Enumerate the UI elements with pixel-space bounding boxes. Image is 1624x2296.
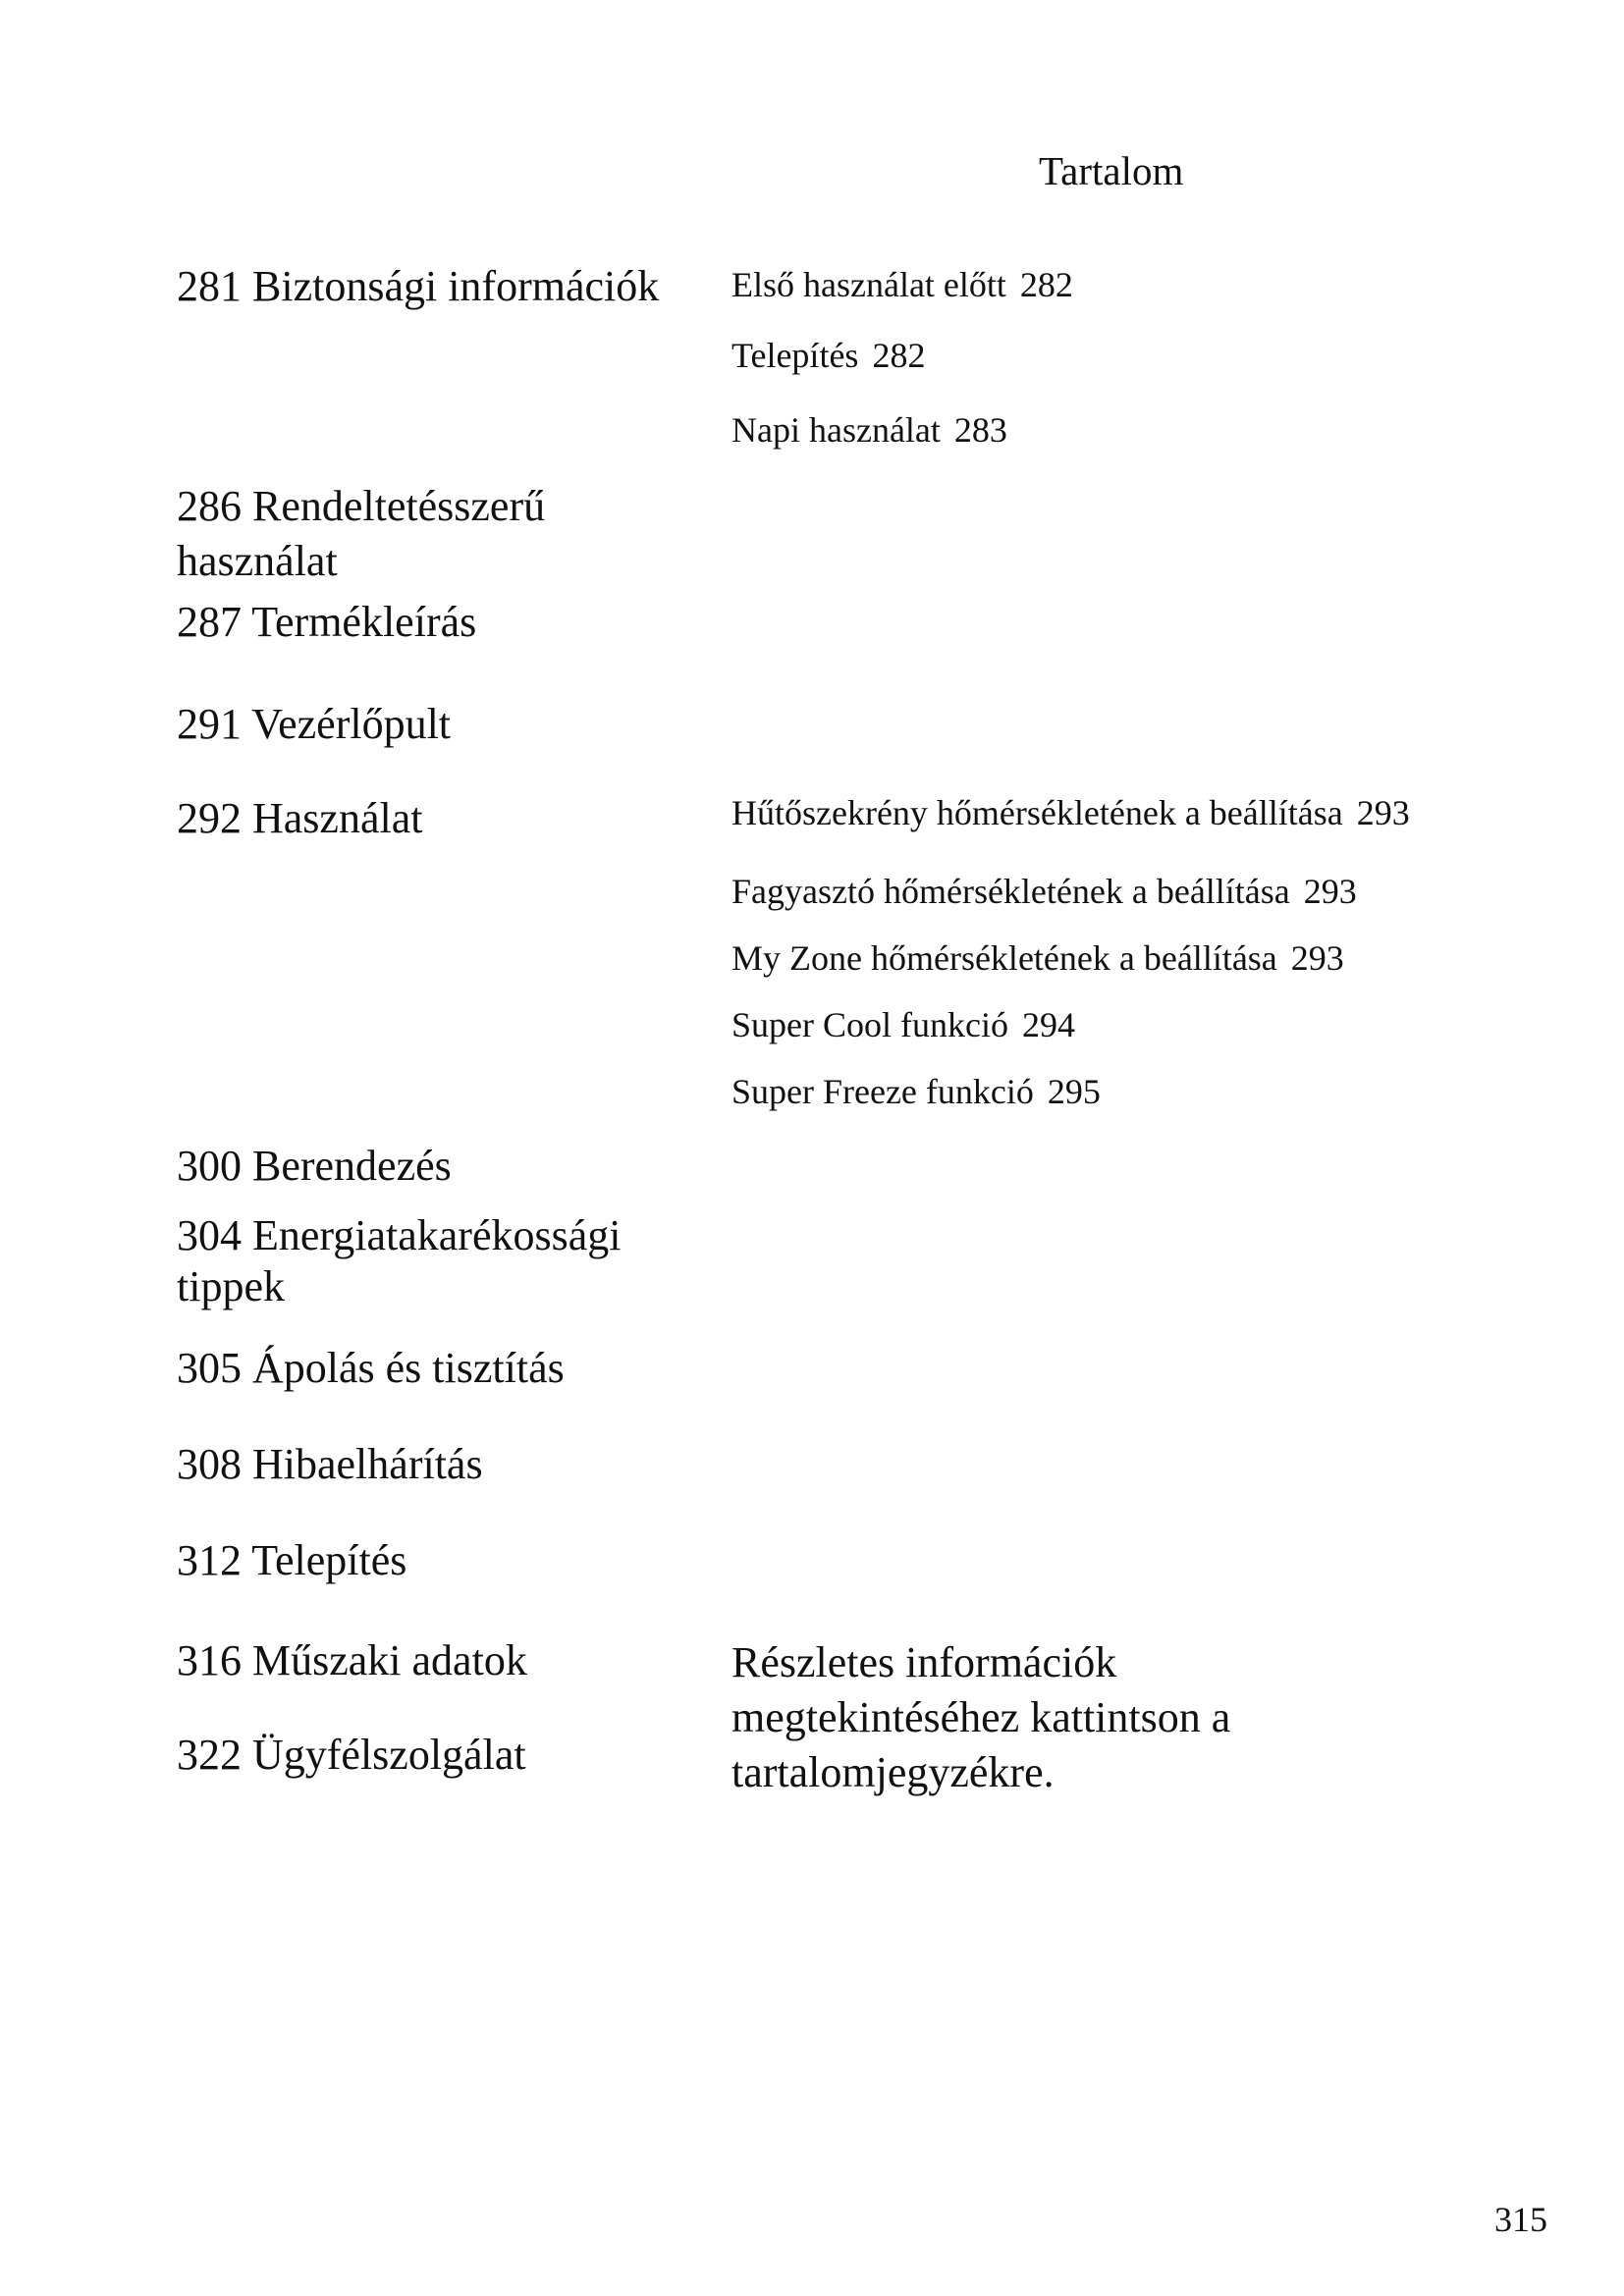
toc-entry-control-panel[interactable] [177, 697, 687, 752]
toc-subentry-super-freeze[interactable] [731, 1070, 1101, 1113]
toc-entry-safety[interactable] [177, 259, 687, 314]
toc-instruction-note: Részletes információk megtekintéséhez kattintson a tartalomjegyzékre. [731, 1638, 1231, 1796]
toc-entry-number: 322 [177, 1731, 242, 1779]
toc-subentry-my-zone-temperature[interactable] [731, 936, 1344, 980]
toc-entry-title: Ügyfélszolgálat [252, 1731, 526, 1779]
toc-entry-number: 308 [177, 1440, 242, 1488]
page-title: Tartalom [1039, 148, 1184, 193]
toc-entry-troubleshooting[interactable] [177, 1437, 687, 1492]
toc-entry-number: 281 [177, 262, 242, 310]
toc-subentry-title: Első használat előtt [731, 265, 1006, 304]
toc-subentry-title: Telepítés [731, 336, 859, 375]
toc-entry-number: 300 [177, 1142, 242, 1190]
toc-subentry-title: My Zone hőmérsékletének a beállítása [731, 938, 1277, 978]
toc-entry-number: 304 [177, 1211, 242, 1259]
toc-entry-title: Biztonsági információk [252, 262, 660, 310]
toc-entry-intended-use[interactable] [177, 479, 628, 589]
toc-entry-equipment[interactable] [177, 1139, 687, 1194]
toc-subentry-page: 295 [1047, 1072, 1101, 1111]
toc-entry-title: Hibaelhárítás [252, 1440, 483, 1488]
toc-entry-care-cleaning[interactable] [177, 1341, 687, 1396]
toc-subentry-page: 293 [1290, 938, 1344, 978]
toc-subentry-page: 282 [1019, 265, 1073, 304]
toc-entry-title: Vezérlőpult [251, 700, 452, 748]
toc-entry-title: Telepítés [251, 1536, 407, 1584]
toc-entry-number: 316 [177, 1636, 242, 1684]
toc-entry-usage[interactable] [177, 791, 687, 846]
toc-subentry-page: 293 [1303, 872, 1357, 911]
toc-entry-number: 305 [177, 1344, 242, 1392]
toc-subentry-title: Fagyasztó hőmérsékletének a beállítása [731, 872, 1290, 911]
toc-entry-product-description[interactable] [177, 595, 687, 650]
toc-entry-number: 287 [177, 598, 242, 646]
toc-subentry-super-cool[interactable] [731, 1003, 1075, 1046]
toc-subentry-title: Hűtőszekrény hőmérsékletének a beállítása [731, 793, 1343, 832]
toc-subentry-before-first-use[interactable] [731, 263, 1073, 306]
toc-entry-number: 291 [177, 700, 242, 748]
toc-entry-title: Ápolás és tisztítás [252, 1344, 565, 1392]
page-number: 315 [1494, 2200, 1547, 2239]
toc-subentry-page: 282 [872, 336, 926, 375]
toc-subentry-title: Super Freeze funkció [731, 1072, 1034, 1111]
toc-subentry-daily-use[interactable] [731, 408, 1007, 452]
toc-entry-title: Rendeltetésszerű használat [177, 482, 546, 585]
toc-entry-title: Berendezés [252, 1142, 452, 1190]
toc-entry-customer-service[interactable] [177, 1728, 687, 1783]
toc-subentry-fridge-temperature[interactable] [731, 791, 1410, 834]
toc-entry-title: Használat [252, 794, 423, 842]
toc-entry-title: Energiatakarékossági tippek [177, 1211, 622, 1310]
toc-subentry-page: 283 [953, 410, 1007, 450]
toc-subentry-freezer-temperature[interactable] [731, 870, 1357, 913]
toc-subentry-installation[interactable] [731, 334, 925, 377]
toc-entry-number: 312 [177, 1536, 242, 1584]
toc-subentry-page: 294 [1021, 1005, 1075, 1044]
toc-entry-number: 292 [177, 794, 242, 842]
toc-entry-installation[interactable] [177, 1533, 687, 1588]
toc-entry-number: 286 [177, 482, 242, 530]
toc-subentry-page: 293 [1356, 793, 1410, 832]
toc-subentry-title: Napi használat [731, 410, 941, 450]
toc-entry-title: Termékleírás [251, 598, 477, 646]
toc-entry-energy-tips[interactable] [177, 1210, 687, 1312]
toc-entry-title: Műszaki adatok [252, 1636, 527, 1684]
toc-subentry-title: Super Cool funkció [731, 1005, 1008, 1044]
toc-entry-technical-data[interactable] [177, 1633, 687, 1688]
